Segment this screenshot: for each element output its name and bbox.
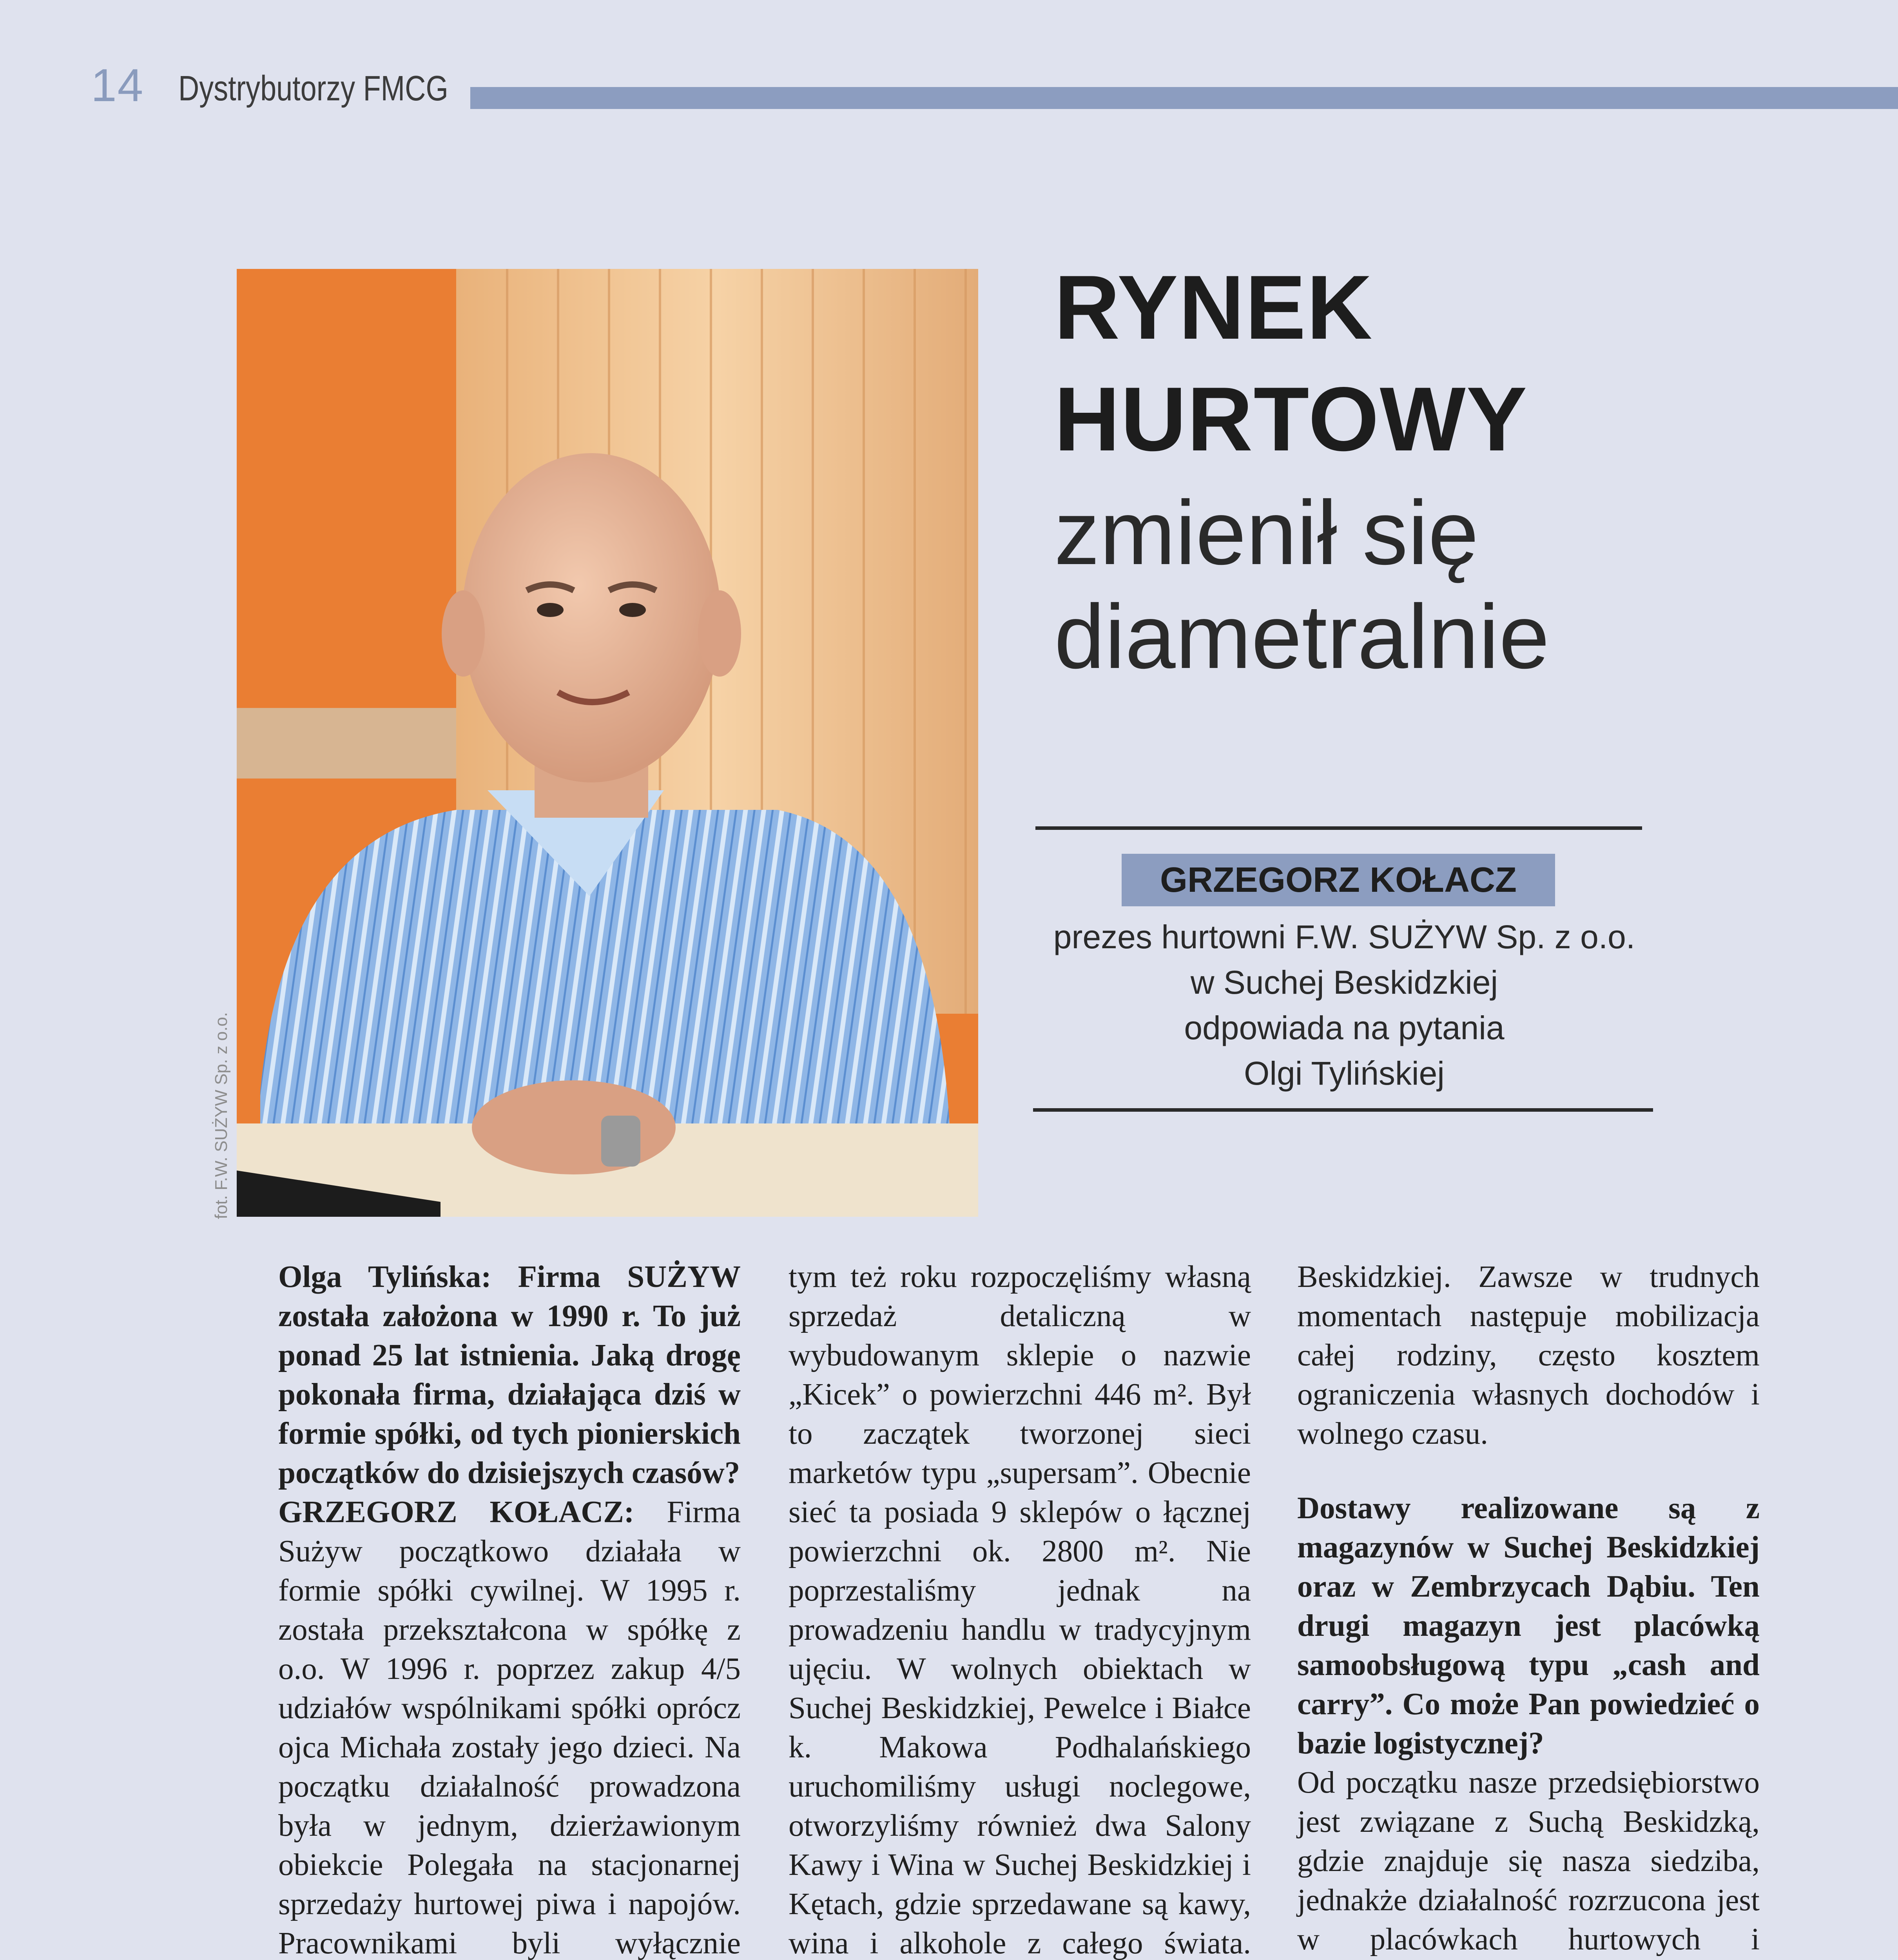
- page-number: 14: [91, 60, 144, 111]
- article-column-2: [789, 1258, 1251, 1960]
- interviewee-bio-line: prezes hurtowni F.W. SUŻYW Sp. z o.o.: [1053, 918, 1635, 955]
- headline-line-2: HURTOWY: [1054, 368, 1528, 470]
- interviewee-name-badge: GRZEGORZ KOŁACZ: [1122, 854, 1555, 906]
- answer-3: Od początku nasze przedsiębiorstwo jest związane z Suchą Beskidzką, gdzie znajduje się nasza siedziba, jednakże działalność rozrzucona jest w placówkach hurtowych i: [1297, 1766, 1760, 1956]
- headline-line-1: RYNEK: [1054, 257, 1373, 358]
- question-1: Olga Tylińska: Firma SUŻYW została założona w 1990 r. To już ponad 25 lat istnienia. Jaką drogę pokonała firma, działająca dziś w formie spółki, od tych pionierskich początków do dzisiejszych czasów?: [278, 1260, 741, 1490]
- answer-1-text: Firma Sużyw początkowo działała w formie spółki cywilnej. W 1995 r. została przekształcona w spółkę z o.o. W 1996 r. poprzez zakup 4/5 udziałów wspólnikami spółki oprócz ojca Michała zostały jego dzieci. Na początku działalność prowadzona była w jednym, dzierżawionym obiekcie Polegała na stacjonarnej sprzedaży hurtowej piwa i napojów. Pracownikami byli wyłącznie: [278, 1495, 741, 1960]
- portrait-photo: [237, 269, 978, 1217]
- photo-credit: fot. F.W. SUŻYW Sp. z o.o.: [212, 1012, 231, 1219]
- header-bar: [470, 87, 1898, 109]
- divider-bottom: [1033, 1108, 1653, 1112]
- interviewee-bio-line: Olgi Tylińskiej: [1244, 1055, 1445, 1092]
- article-column-1: [278, 1258, 741, 1960]
- section-title: Dystrybutorzy FMCG: [178, 69, 448, 108]
- headline-line-4: diametralnie: [1054, 586, 1550, 688]
- interviewee-bio-line: w Suchej Beskidzkiej: [1190, 964, 1498, 1001]
- interviewee-bio-line: odpowiada na pytania: [1184, 1009, 1505, 1046]
- answer-speaker: GRZEGORZ KOŁACZ:: [278, 1495, 634, 1529]
- answer-1: [278, 1493, 741, 1960]
- divider-top: [1035, 826, 1642, 830]
- question-3: Dostawy realizowane są z magazynów w Suchej Beskidzkiej oraz w Zembrzycach Dąbiu. Ten drugi magazyn jest placówką samoobsługową typu „cash and carry”. Co może Pan powiedzieć o bazie logistycznej?: [1297, 1491, 1760, 1760]
- answer-2-continued: Beskidzkiej. Zawsze w trudnych momentach następuje mobilizacja całej rodziny, często kosztem ograniczenia własnych dochodów i wolnego czasu.: [1297, 1260, 1760, 1451]
- headline-line-3: zmienił się: [1054, 482, 1479, 584]
- article-column-3: [1297, 1258, 1760, 1960]
- answer-1-continued: tym też roku rozpoczęliśmy własną sprzedaż detaliczną w wybudowanym sklepie o nazwie „Kicek” o powierzchni 446 m². Był to zaczątek tworzonej sieci marketów typu „supersam”. Obecnie sieć ta posiada 9 sklepów o łącznej powierzchni ok. 2800 m². Nie poprzestaliśmy jednak na prowadzeniu handlu w tradycyjnym ujęciu. W wolnych obiektach w Suchej Beskidzkiej, Pewelce i Białce k. Makowa Podhalańskiego uruchomiliśmy usługi noclegowe, otworzyliśmy również dwa Salony Kawy i Wina w Suchej Beskidzkiej i Kętach, gdzie sprzedawane są kawy, wina i alkohole z całego świata.: [789, 1260, 1251, 1960]
